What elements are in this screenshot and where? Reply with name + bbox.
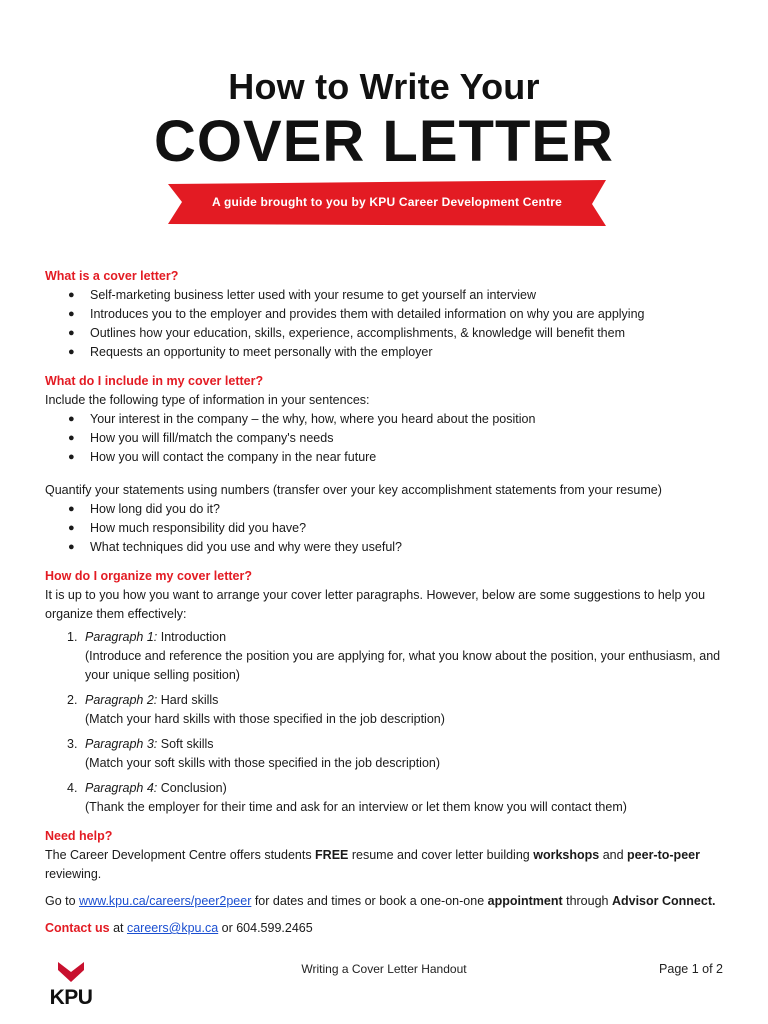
section-heading: How do I organize my cover letter? [45, 569, 252, 583]
subtitle-ribbon [168, 180, 606, 228]
bullet-icon: ● [68, 346, 75, 358]
section-intro: Include the following type of information in your sentences: [45, 393, 370, 407]
section-heading: What do I include in my cover letter? [45, 374, 264, 388]
list-item: ● How you will contact the company in the near future [45, 448, 725, 467]
help-paragraph: The Career Development Centre offers students FREE resume and cover letter building workshops and peer-to-peer reviewing. [45, 848, 700, 881]
list-item: ● Self-marketing business letter used with your resume to get yourself an interview [45, 286, 725, 305]
bullet-list [45, 500, 725, 557]
bullet-icon: ● [68, 503, 75, 515]
bullet-list [45, 286, 725, 362]
list-item: ● Introduces you to the employer and provides them with detailed information on why you are applying [45, 305, 725, 324]
bullet-icon: ● [68, 308, 75, 320]
title-line-1: How to Write Your [228, 66, 540, 107]
email-link[interactable]: careers@kpu.ca [126, 921, 219, 935]
contact-line: Contact us at careers@kpu.ca or 604.599.2465 [45, 921, 313, 935]
section-intro-2: Quantify your statements using numbers (transfer over your key accomplishment statements from your resume) [45, 483, 662, 497]
bullet-icon: ● [68, 432, 75, 444]
list-item: ● Your interest in the company – the why, how, where you heard about the position [45, 410, 725, 429]
bullet-icon: ● [68, 327, 75, 339]
list-item: ● How much responsibility did you have? [45, 519, 725, 538]
section-heading: What is a cover letter? [45, 269, 179, 283]
list-item: ● Requests an opportunity to meet personally with the employer [45, 343, 725, 362]
list-item: ● How long did you do it? [45, 500, 725, 519]
bullet-list [45, 410, 725, 467]
list-item: ● Outlines how your education, skills, experience, accomplishments, & knowledge will benefit them [45, 324, 725, 343]
section-what-include [45, 372, 725, 557]
footer-title: Writing a Cover Letter Handout [301, 962, 467, 976]
list-item: 1. Paragraph 1: Introduction (Introduce and reference the position you are applying for, what you know about the position, your enthusiasm, and your unique selling position) [67, 630, 721, 682]
title-line-2: COVER LETTER [154, 109, 614, 174]
bullet-icon: ● [68, 413, 75, 425]
bullet-icon: ● [68, 289, 75, 301]
list-item: 3. Paragraph 3: Soft skills (Match your soft skills with those specified in the job description) [67, 737, 441, 770]
bullet-icon: ● [68, 451, 75, 463]
ribbon-text: A guide brought to you by KPU Career Development Centre [212, 195, 562, 209]
section-need-help [45, 827, 725, 938]
bullet-icon: ● [68, 522, 75, 534]
peer2peer-link[interactable]: www.kpu.ca/careers/peer2peer [79, 894, 252, 908]
goto-paragraph: Go to www.kpu.ca/careers/peer2peer for dates and times or book a one-on-one appointment through Advisor Connect. [45, 894, 716, 908]
section-organize [45, 567, 725, 817]
bullet-icon: ● [68, 541, 75, 553]
list-item: 4. Paragraph 4: Conclusion) (Thank the employer for their time and ask for an interview or let them know you will contact them) [67, 781, 627, 814]
section-heading: Need help? [45, 829, 113, 843]
list-item: 2. Paragraph 2: Hard skills (Match your hard skills with those specified in the job description) [67, 693, 445, 726]
section-what-is [45, 267, 725, 362]
section-intro: It is up to you how you want to arrange your cover letter paragraphs. However, below are some suggestions to help you organize them effectively: [45, 588, 706, 621]
list-item: ● What techniques did you use and why were they useful? [45, 538, 725, 557]
paragraph-list [45, 628, 725, 817]
logo-text: KPU [49, 986, 93, 1009]
list-item: ● How you will fill/match the company's needs [45, 429, 725, 448]
content [45, 267, 725, 948]
page-number: Page 1 of 2 [659, 962, 723, 976]
